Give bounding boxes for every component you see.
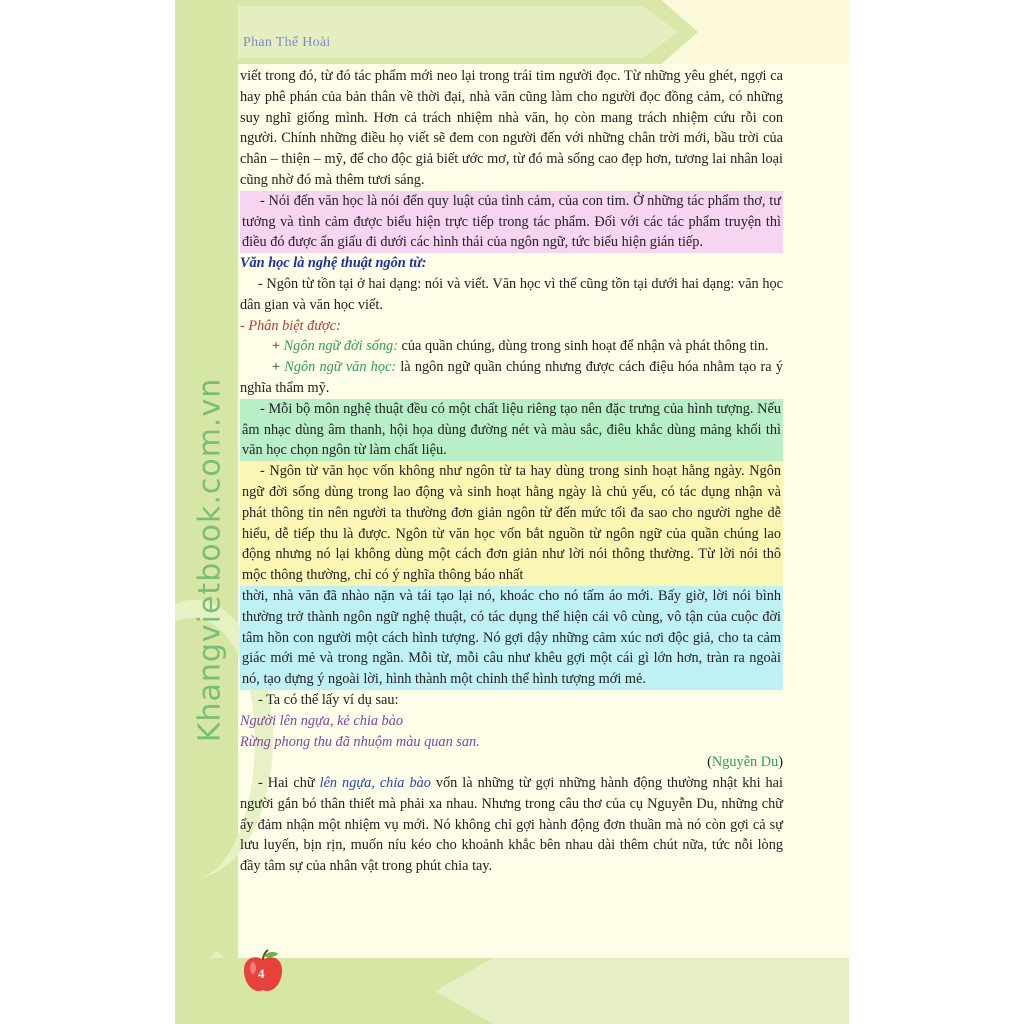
list-item-text: là ngôn ngữ quần chúng nhưng được cách điệu hóa nhằm tạo ra ý nghĩa thẩm mỹ. [240,359,783,396]
poem-line-1: Người lên ngựa, kẻ chia bào [240,712,403,729]
subheading-distinguish: - Phân biệt được: [240,317,341,334]
author-name: Nguyễn Du [711,754,779,771]
list-bullet: + [272,359,285,376]
poem-line-2: Rừng phong thu đã nhuộm màu quan san. [240,733,480,750]
analysis-text: vốn là những từ gợi những hành động thường nhật khi hai người gắn bó thân thiết mà phải xa nhau. Nhưng trong câu thơ của cụ Nguyễn Du, những chữ ấy đảm nhận một nhiệm vụ mới. Nó không chỉ gợi hành động đơn thuần mà nó còn gợi cả sự lưu luyến, bịn rịn, muốn níu kéo cho khoảnh khắc bên nhau dài thêm chút nữa, tức nỗi lòng đầy tâm sự của nhân vật trong phút chia tay. [240,775,783,875]
term-everyday-language: Ngôn ngữ đời sống: [283,338,398,355]
paragraph-literary-words-part2: thời, nhà văn đã nhào nặn và tái tạo lại nó, khoác cho nó tấm áo mới. Bấy giờ, lời nói bình thường trở thành ngôn ngữ nghệ thuật, có tác dụng thể hiện cái vô cùng, vô tận của cuộc đời tâm hồn con người một cách hình tượng. Nó gợi dậy những cảm xúc nơi độc giả, cho ta cảm giác mới mẻ và trong ngần. Mỗi từ, mỗi câu như khêu gợi một cái gì lớn hơn, tràn ra ngoài nó, tạo dựng ý ngoài lời, hình thành một chỉnh thể hình tượng mới mẻ. [240,586,783,690]
paragraph-art-materials: - Mỗi bộ môn nghệ thuật đều có một chất liệu riêng tạo nên đặc trưng của hình tượng. Nếu âm nhạc dùng âm thanh, hội họa dùng đường nét và màu sắc, điêu khắc dùng mảng khối thì văn học chọn ngôn từ làm chất liệu. [240,399,783,461]
section-heading-verbal-art: Văn học là nghệ thuật ngôn từ: [240,255,427,272]
author-paren-close: ) [778,754,783,771]
list-bullet: + [272,338,284,355]
list-item-everyday-language [240,336,783,357]
paragraph-literary-words-part1: - Ngôn từ văn học vốn không như ngôn từ ta hay dùng trong sinh hoạt hằng ngày. Ngôn ngữ đời sống dùng trong lao động và sinh hoạt hằng ngày là chủ yếu, có tác dụng nhận và phát thông tin nên người ta thường đơn giản ngôn từ đến mức tối đa sao cho người nghe dễ hiểu, dễ tiếp thu là được. Ngôn từ văn học vốn bắt nguồn từ ngôn ngữ của quần chúng lao động nhưng nó lại không dùng một cách đơn giản như lời nói thông thường. Từ lời nói thô mộc thông thường, chỉ có ý nghĩa thông báo nhất [240,461,783,586]
footer-arrow-decoration [435,958,849,1024]
poem-author [240,752,783,773]
page-body-text [240,66,783,877]
paragraph-continued: viết trong đó, từ đó tác phẩm mới neo lại trong trái tim người đọc. Từ những yêu ghét, ngợi ca hay phê phán của bản thân về thời đại, nhà văn cũng làm cho người đọc đồng cảm, có những suy nghĩ giống mình. Hơn cả trách nhiệm nhà văn, họ còn mang trách nhiệm cứu rỗi con người. Chính những điều họ viết sẽ đem con người đến với những chân trời mới, bầu trời của chân – thiện – mỹ, để cho độc giả biết ước mơ, từ đó mà sống cao đẹp hơn, tương lai nhân loại cũng nhờ đó mà thêm tươi sáng. [240,68,783,188]
watermark-text: Khangvietbook.com.vn [192,377,228,743]
author-paren-open: ( [707,754,712,771]
list-item-text: của quần chúng, dùng trong sinh hoạt để nhận và phát thông tin. [397,338,769,355]
term-quoted-phrase: lên ngựa, chia bào [319,775,431,792]
paragraph-example-intro: - Ta có thể lấy ví dụ sau: [258,691,399,708]
paragraph-analysis [240,773,783,877]
analysis-prefix: - Hai chữ [258,775,320,792]
page-number: 4 [258,966,265,981]
paragraph-emotion-law: - Nói đến văn học là nói đến quy luật của tình cảm, của con tim. Ở những tác phẩm thơ, tư tưởng và tình cảm được biểu hiện trực tiếp trong tác phẩm. Đối với các tác phẩm truyện thì điều đó được ẩn giấu đi dưới các hình thái của ngôn ngữ, tức biểu hiện gián tiếp. [240,191,783,253]
term-literary-language: Ngôn ngữ văn học: [284,359,397,376]
running-header-author: Phan Thế Hoài [243,35,331,50]
paragraph-two-forms: - Ngôn từ tồn tại ở hai dạng: nói và viết. Văn học vì thế cũng tồn tại dưới hai dạng: văn học dân gian và văn học viết. [240,275,783,313]
list-item-literary-language [240,357,783,399]
